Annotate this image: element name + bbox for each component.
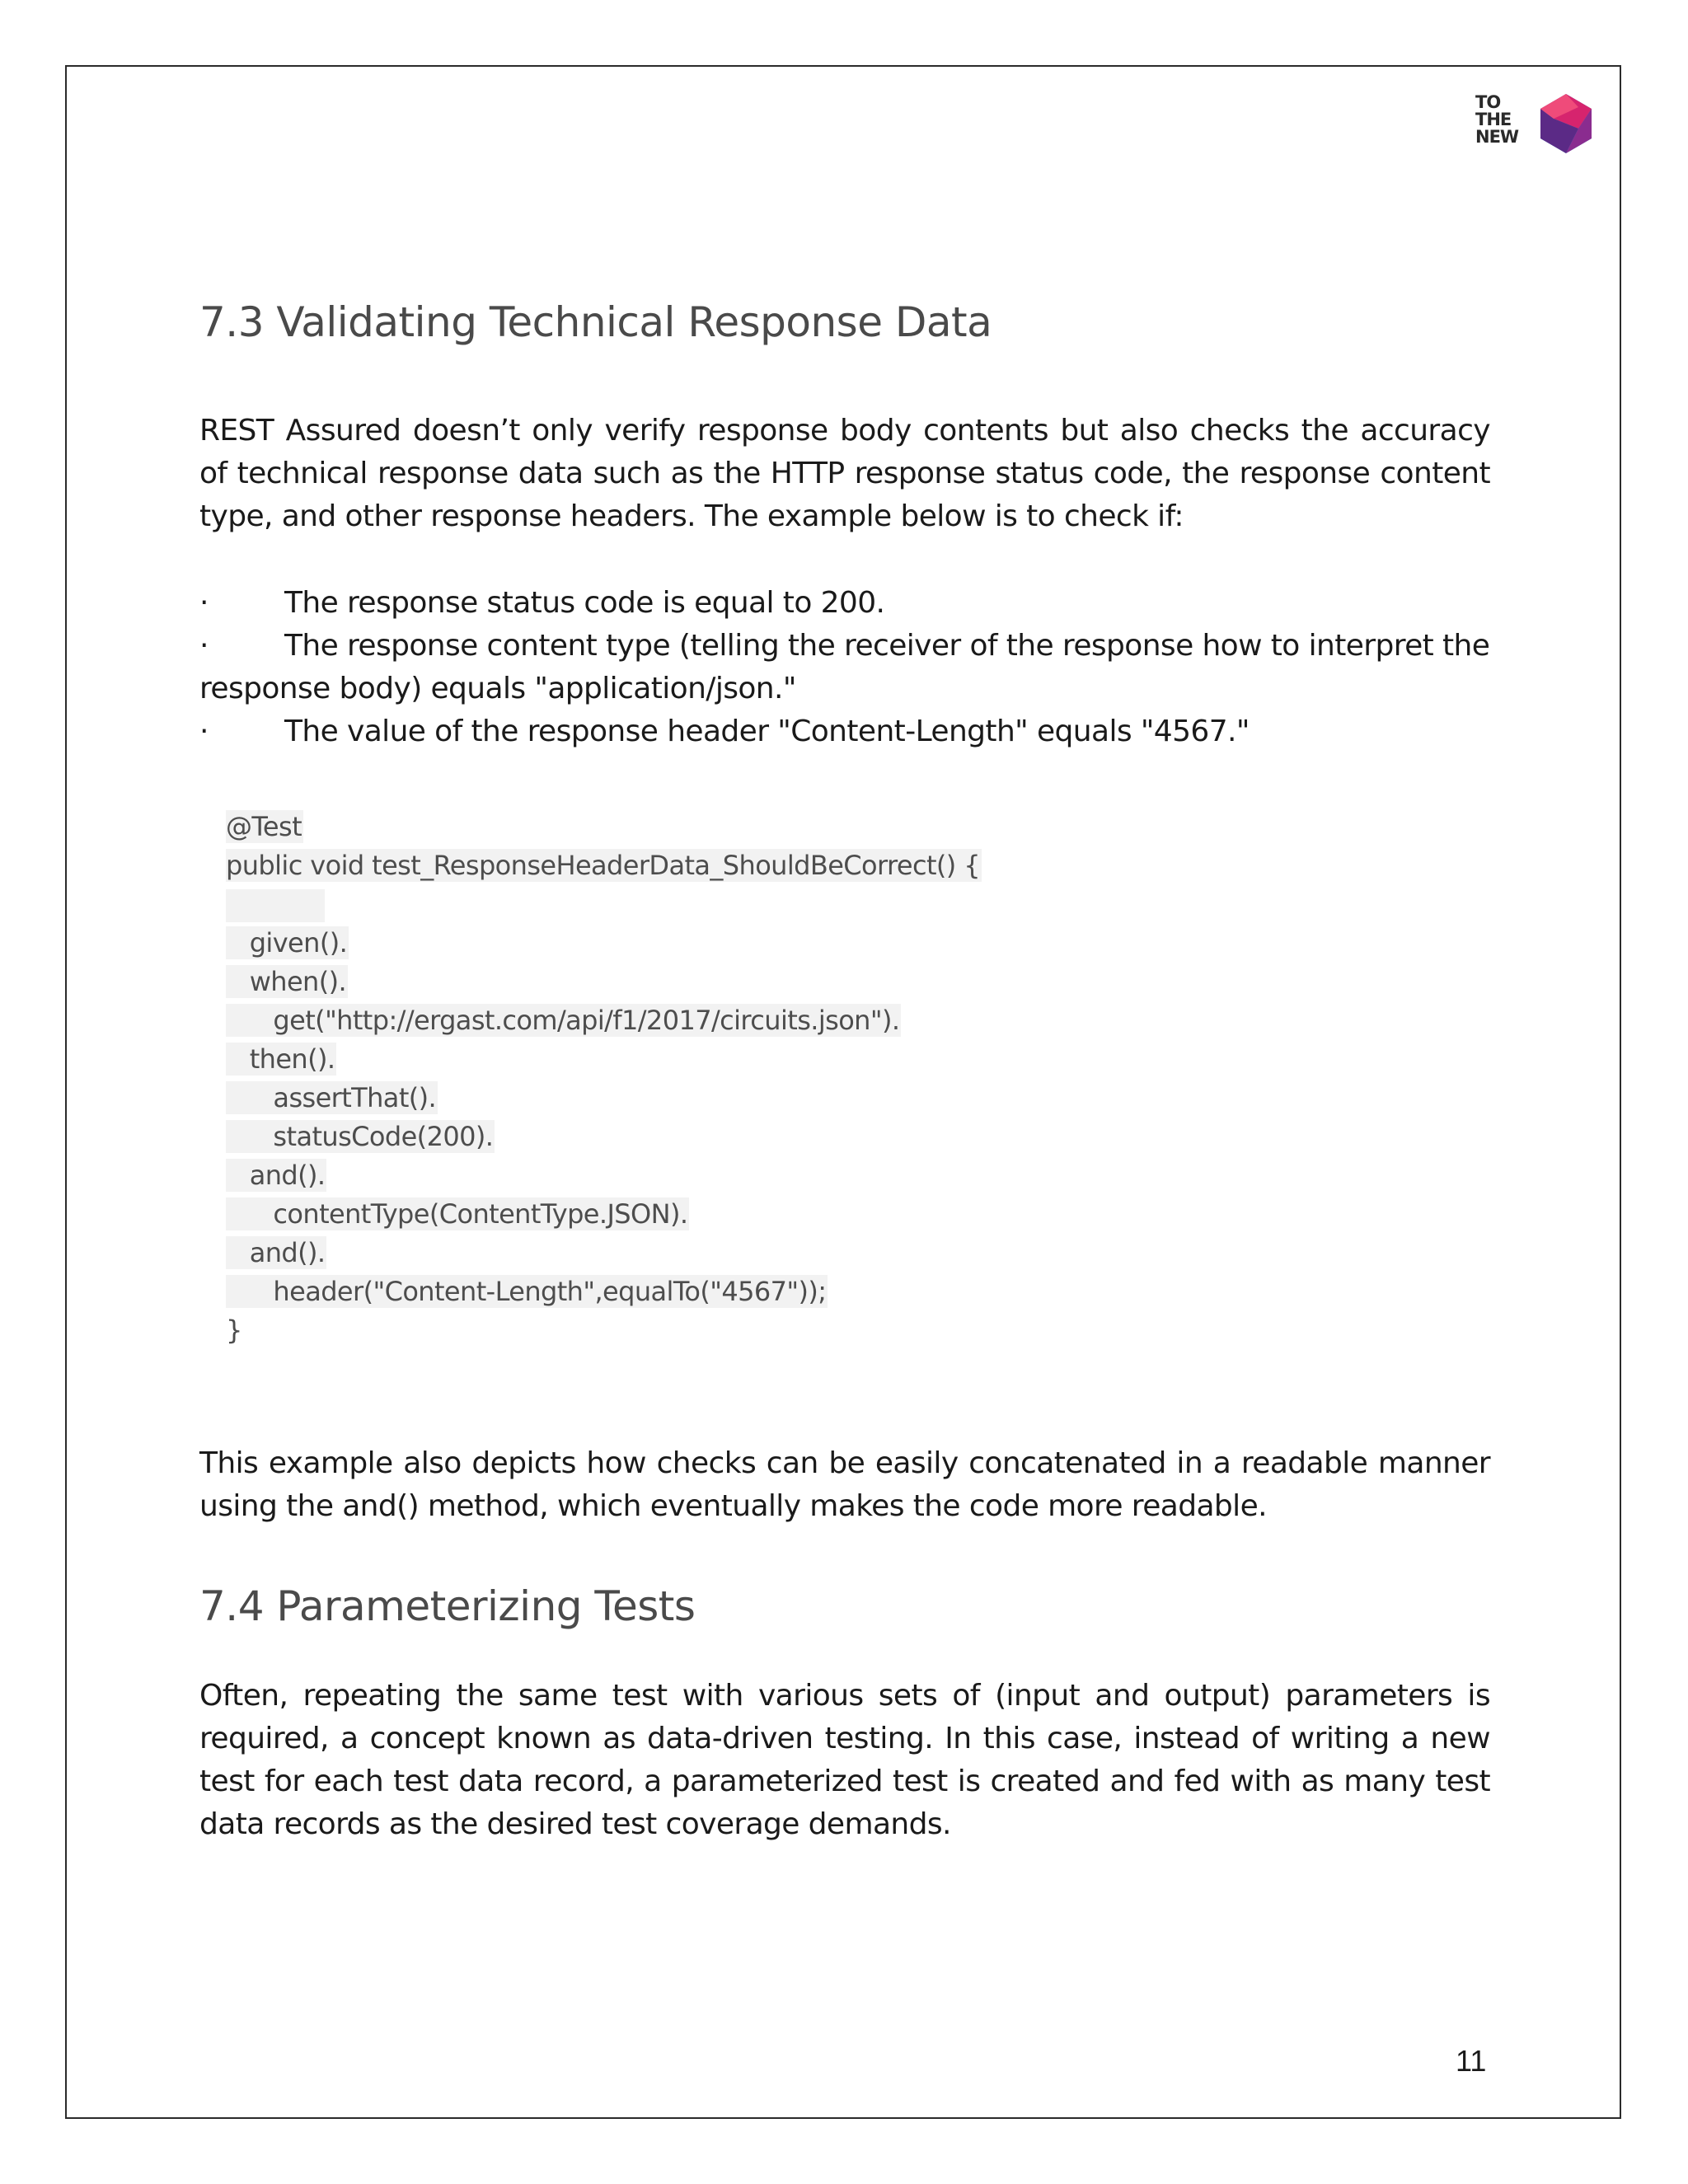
code-line <box>226 1156 982 1195</box>
code-text: then(). <box>226 1043 335 1075</box>
code-line <box>226 808 982 846</box>
code-line <box>226 924 982 963</box>
code-line <box>226 885 982 924</box>
to-the-new-logo <box>1475 91 1599 157</box>
section-7-4-heading: 7.4 Parameterizing Tests <box>199 1582 696 1630</box>
code-line <box>226 1079 982 1118</box>
logo-line-2: THE <box>1475 110 1512 129</box>
code-text: public void test_ResponseHeaderData_ShouldBeCorrect() { <box>226 850 981 881</box>
bullet-icon: · <box>199 586 209 620</box>
bullet-icon: · <box>199 715 209 748</box>
section-7-4-body: Often, repeating the same test with various sets of (input and output) parameters is required, a concept known as data-driven testing. In this case, instead of writing a new test for each test data record, a parameterized test is created and fed with as many test data records as the desired test coverage demands. <box>199 1679 1490 1841</box>
check-list <box>199 582 1490 753</box>
code-line <box>226 963 982 1001</box>
code-block <box>226 808 982 1350</box>
section-7-3-intro: REST Assured doesn’t only verify response body contents but also checks the accuracy of technical response data such as the HTTP response status code, the response content type, and other response headers. The example below is to check if: <box>199 414 1490 533</box>
code-line <box>226 1234 982 1272</box>
logo-wordmark <box>1475 94 1518 146</box>
code-text: get("http://ergast.com/api/f1/2017/circuits.json"). <box>226 1005 900 1036</box>
page-number: 11 <box>1456 2044 1487 2078</box>
list-item <box>199 710 1490 753</box>
section-7-3-heading: 7.3 Validating Technical Response Data <box>199 298 992 346</box>
code-line <box>226 1272 982 1311</box>
code-line <box>226 1195 982 1234</box>
code-line <box>226 1040 982 1079</box>
bullet-icon: · <box>199 629 209 663</box>
code-text: when(). <box>226 966 347 997</box>
code-blank-highlight <box>226 889 325 922</box>
list-item <box>199 582 1490 625</box>
code-text: given(). <box>226 927 348 958</box>
code-text: } <box>226 1315 242 1346</box>
code-text: header("Content-Length",equalTo("4567")); <box>226 1276 827 1307</box>
code-text: @Test <box>226 811 302 842</box>
code-line <box>226 1001 982 1040</box>
bullet-text: The value of the response header "Content-Length" equals "4567." <box>284 715 1250 748</box>
code-text: and(). <box>226 1237 326 1268</box>
logo-line-3: NEW <box>1475 127 1519 147</box>
hexagon-logo-icon <box>1537 92 1595 155</box>
section-7-3-outro: This example also depicts how checks can be easily concatenated in a readable manner using the and() method, which eventually makes the code more readable. <box>199 1446 1490 1523</box>
list-item <box>199 625 1490 710</box>
bullet-text: The response content type (telling the receiver of the response how to interpret the response body) equals "application/json." <box>199 629 1490 705</box>
logo-line-1: TO <box>1475 92 1501 112</box>
code-text: and(). <box>226 1160 326 1191</box>
code-line <box>226 846 982 885</box>
code-line <box>226 1311 982 1350</box>
code-line <box>226 1118 982 1156</box>
code-text: assertThat(). <box>226 1082 437 1113</box>
code-text: contentType(ContentType.JSON). <box>226 1198 688 1230</box>
bullet-text: The response status code is equal to 200. <box>284 586 885 620</box>
code-text: statusCode(200). <box>226 1121 494 1152</box>
